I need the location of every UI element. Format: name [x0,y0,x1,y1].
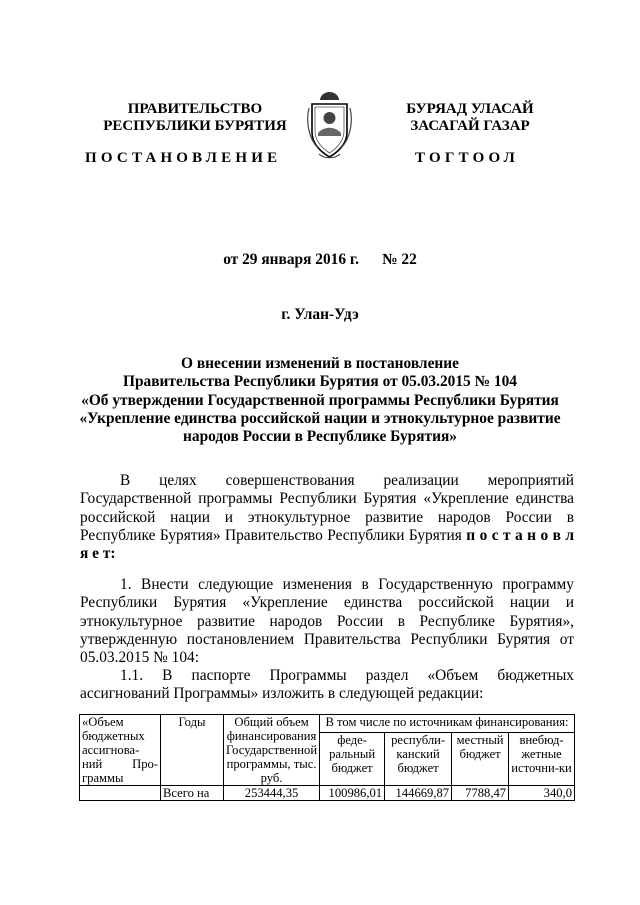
empty-cell [80,786,161,801]
title-line: Правительства Республики Бурятия от 05.03.2015 № 104 [122,373,517,391]
org-name-russian [80,101,310,135]
coat-of-arms-emblem [304,88,355,162]
table-row [80,786,575,801]
cell-federal: 100986,01 [320,786,385,801]
cell-year: Всего на [161,786,224,801]
table-header-row [80,715,575,733]
document-number: № 22 [382,251,417,268]
document-city: г. Улан-Удэ [281,306,359,323]
org-line-2: РЕСПУБЛИКИ БУРЯТИЯ [103,118,287,134]
intro-resolution-word: п о с т а н о в л я е т [80,526,574,563]
doctype-buryat: ТОГТООЛ [415,150,519,166]
budget-allocation-table [79,714,575,801]
header-years: Годы [161,715,224,786]
cell-republic: 144669,87 [385,786,452,801]
document-date-line [0,251,640,269]
intro-paragraph [80,472,574,563]
org-line-1: ПРАВИТЕЛЬСТВО [127,101,263,117]
header-local: местный бюджет [452,733,509,786]
intro-text: В целях совершенствования реализации мероприятий Государственной программы Республики Бурятия «Укрепление единства российской нации и этнокультурное развитие народов России в Республике Бурятия» Правительство Республики Бурятия [80,472,574,544]
document-title [0,355,640,446]
org-line-1-buryat: БУРЯАД УЛАСАЙ [406,101,534,117]
document-date: от 29 января 2016 г. [223,251,359,268]
header-sources: В том числе по источникам финансирования: [320,715,575,733]
title-line: народов России в Республике Бурятия» [183,428,457,446]
header-federal: феде-ральный бюджет [320,733,385,786]
org-name-buryat [380,101,560,135]
row-label-cell: «Объем бюджетных ассигнова-ний Про-граммы [80,715,161,786]
cell-total: 253444,35 [224,786,320,801]
intro-colon: : [110,545,116,563]
header-extra-budget: внебюд-жетные источни-ки [509,733,575,786]
item-1-1-paragraph: 1.1. В паспорте Программы раздел «Объем бюджетных ассигнований Программы» изложить в следующей редакции: [80,667,574,703]
title-line: О внесении изменений в постановление [181,355,459,372]
cell-extra: 340,0 [509,786,575,801]
doctype-russian: ПОСТАНОВЛЕНИЕ [85,150,282,166]
item-1-paragraph: 1. Внести следующие изменения в Государственную программу Республики Бурятия «Укрепление единства российской нации и этнокультурное развитие народов России в Республике Бурятия», утвержденную постановлением Правительства Республики Бурятия от 05.03.2015 № 104: [80,576,574,667]
header-total: Общий объем финансирования Государственной программы, тыс. руб. [224,715,320,786]
org-line-2-buryat: ЗАСАГАЙ ГАЗАР [410,118,530,134]
title-line: «Укрепление единства российской нации и этнокультурное развитие [79,409,561,427]
cell-local: 7788,47 [452,786,509,801]
title-line: «Об утверждении Государственной программы Республики Бурятия [81,391,559,409]
header-republic: республи-канский бюджет [385,733,452,786]
